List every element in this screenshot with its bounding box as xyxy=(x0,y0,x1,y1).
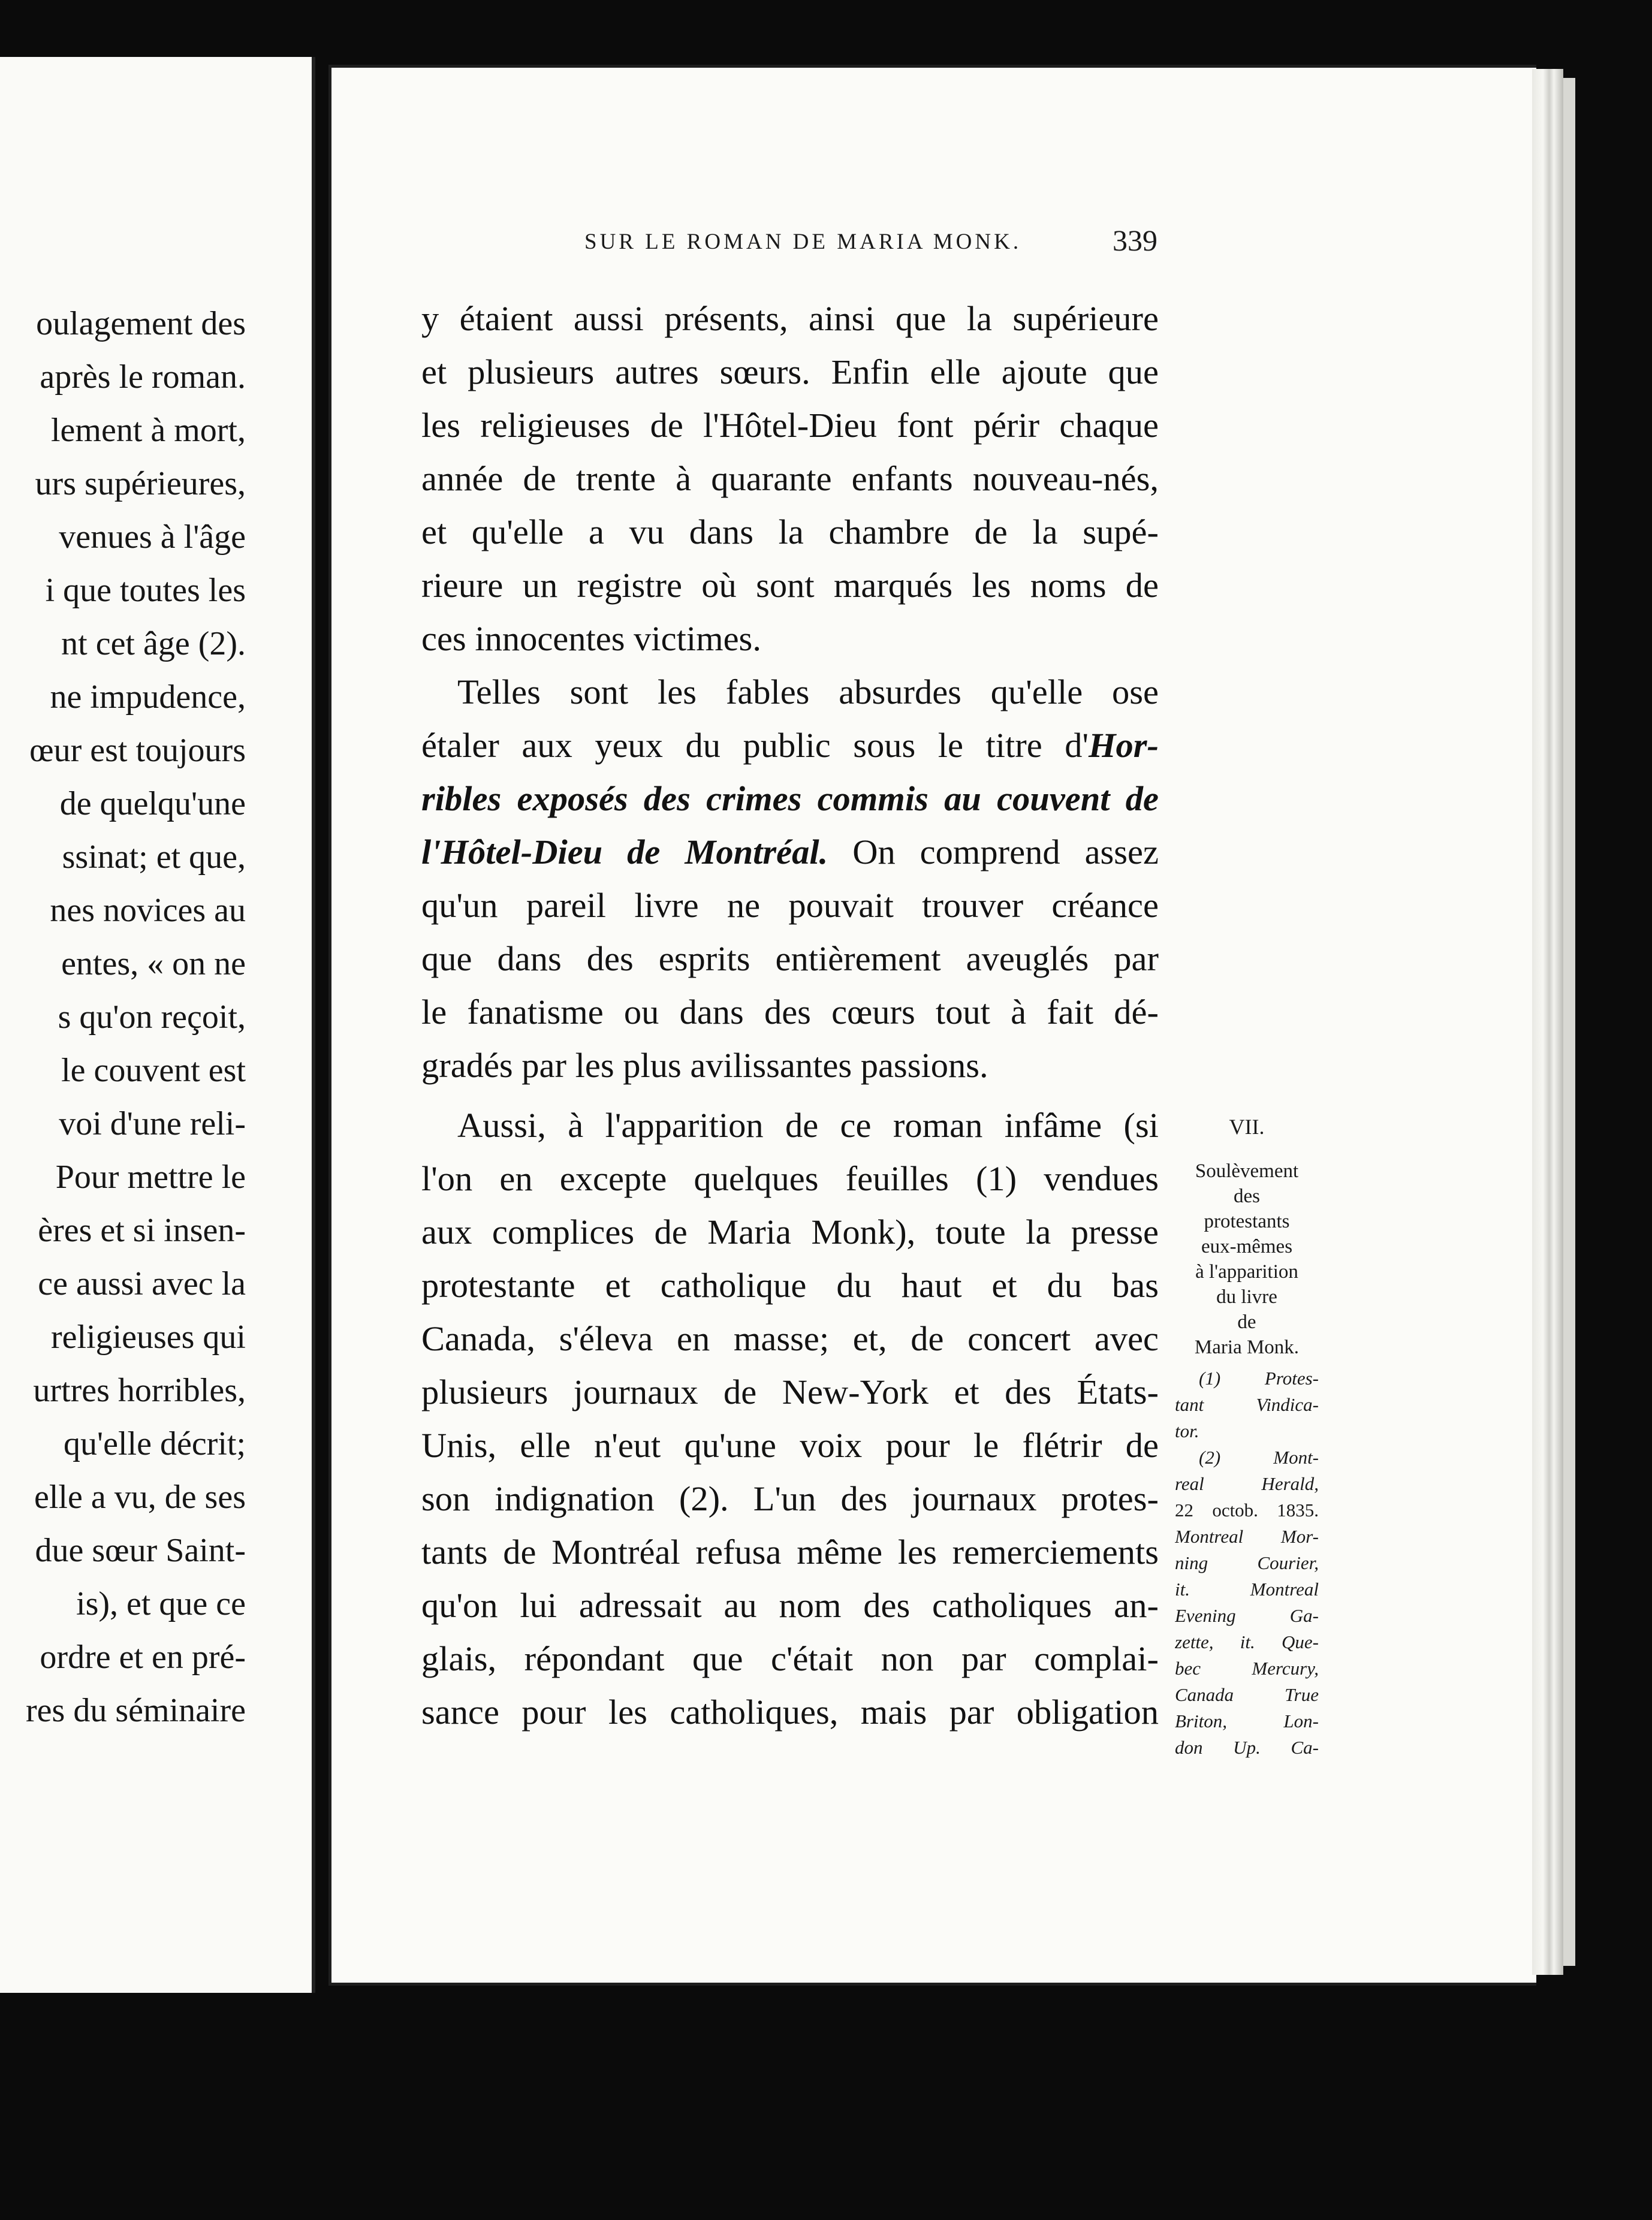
body-line: qu'on lui adressait au nom des catholiques an- xyxy=(421,1586,1159,1625)
left-page-line: nes novices au xyxy=(50,892,246,929)
body-line: glais, répondant que c'était non par complai- xyxy=(421,1639,1159,1678)
left-page-line: ères et si insen- xyxy=(38,1212,246,1249)
left-page-line: oulagement des xyxy=(36,305,246,342)
section-number: VII. xyxy=(1229,1115,1265,1139)
side-note-line: eux-mêmes xyxy=(1201,1236,1293,1257)
left-page-line: urtres horribles, xyxy=(33,1372,246,1409)
body-line: y étaient aussi présents, ainsi que la supérieure xyxy=(421,299,1159,338)
footnote-line: bec Mercury, xyxy=(1175,1658,1319,1679)
book-title-italic: ribles exposés des crimes commis au couvent de xyxy=(421,779,1159,818)
left-page-line: ne impudence, xyxy=(50,678,246,716)
body-line: l'on en excepte quelques feuilles (1) vendues xyxy=(421,1159,1159,1198)
left-page-line: res du séminaire xyxy=(26,1692,246,1729)
footnote-line: (2) Mont- xyxy=(1199,1447,1319,1468)
left-page-line: nt cet âge (2). xyxy=(61,625,246,662)
body-line xyxy=(421,828,1159,876)
page-stack-edge xyxy=(1532,69,1563,1975)
left-page-line: lement à mort, xyxy=(50,412,246,449)
facing-page-left xyxy=(0,57,315,1993)
page-number: 339 xyxy=(1113,224,1157,257)
body-line: et qu'elle a vu dans la chambre de la supé- xyxy=(421,512,1159,551)
body-line xyxy=(421,775,1159,823)
side-note-line: du livre xyxy=(1216,1286,1277,1308)
body-line: son indignation (2). L'un des journaux protes- xyxy=(421,1479,1159,1518)
body-line: Unis, elle n'eut qu'une voix pour le flétrir de xyxy=(421,1426,1159,1465)
side-note-line: Maria Monk. xyxy=(1194,1337,1300,1358)
body-line: sance pour les catholiques, mais par obligation xyxy=(421,1693,1159,1732)
body-line: aux complices de Maria Monk), toute la presse xyxy=(421,1212,1159,1251)
body-line: rieure un registre où sont marqués les noms de xyxy=(421,566,1159,605)
footnote-line: real Herald, xyxy=(1175,1473,1319,1494)
body-line: gradés par les plus avilissantes passions. xyxy=(421,1046,988,1085)
body-line: qu'un pareil livre ne pouvait trouver créance xyxy=(421,886,1159,925)
footnote-line: tor. xyxy=(1175,1420,1199,1441)
left-page-line: ssinat; et que, xyxy=(62,838,246,876)
body-line: Telles sont les fables absurdes qu'elle ose xyxy=(457,672,1159,711)
book-title-italic: l'Hôtel-Dieu de Montréal. xyxy=(421,832,828,871)
footnote-line: tant Vindica- xyxy=(1175,1394,1319,1415)
body-line: protestante et catholique du haut et du bas xyxy=(421,1266,1159,1305)
body-line: plusieurs journaux de New-York et des États- xyxy=(421,1373,1159,1411)
body-line: ces innocentes victimes. xyxy=(421,619,761,658)
footnote-line: 22 octob. 1835. xyxy=(1175,1500,1319,1521)
footnote-line: zette, it. Que- xyxy=(1175,1631,1319,1652)
left-page-line: de quelqu'une xyxy=(59,785,246,822)
side-note-line: Soulèvement xyxy=(1195,1160,1299,1182)
footnote-line: Canada True xyxy=(1175,1684,1319,1705)
footnote-line: don Up. Ca- xyxy=(1175,1737,1319,1758)
left-page-line: le couvent est xyxy=(61,1052,246,1089)
left-page-line: s qu'on reçoit, xyxy=(58,999,246,1036)
body-line: tants de Montréal refusa même les remerciements xyxy=(421,1533,1159,1572)
footnote-line: (1) Protes- xyxy=(1199,1368,1319,1389)
running-title: SUR LE ROMAN DE MARIA MONK. xyxy=(584,230,1022,254)
footnote-line: it. Montreal xyxy=(1175,1579,1319,1600)
body-line: le fanatisme ou dans des cœurs tout à fait dé- xyxy=(421,993,1159,1031)
left-page-line: religieuses qui xyxy=(50,1319,246,1356)
side-note-line: à l'apparition xyxy=(1195,1261,1298,1283)
left-page-line: venues à l'âge xyxy=(59,518,246,556)
body-line: que dans des esprits entièrement aveuglés par xyxy=(421,939,1159,978)
body-line: Canada, s'éleva en masse; et, de concert avec xyxy=(421,1319,1159,1358)
footnote-line: Evening Ga- xyxy=(1175,1605,1319,1626)
body-line: et plusieurs autres sœurs. Enfin elle ajoute que xyxy=(421,352,1159,391)
left-page-line: voi d'une reli- xyxy=(59,1105,246,1142)
footnote-line: Briton, Lon- xyxy=(1175,1711,1319,1732)
left-page-line: is), et que ce xyxy=(76,1585,246,1622)
left-page-line: entes, « on ne xyxy=(61,945,246,982)
body-line: les religieuses de l'Hôtel-Dieu font périr chaque xyxy=(421,406,1159,445)
left-page-line: qu'elle décrit; xyxy=(64,1425,246,1462)
footnote-line: ning Courier, xyxy=(1175,1552,1319,1573)
book-title-italic: Hor- xyxy=(1089,726,1159,765)
side-note-line: de xyxy=(1237,1311,1256,1333)
body-line: année de trente à quarante enfants nouveau-nés, xyxy=(421,459,1159,498)
body-line: Aussi, à l'apparition de ce roman infâme (si xyxy=(457,1106,1159,1145)
body-text: On comprend assez xyxy=(828,832,1159,871)
left-page-line: ordre et en pré- xyxy=(40,1639,246,1676)
left-page-line: après le roman. xyxy=(40,358,246,396)
footnote-line: Montreal Mor- xyxy=(1175,1526,1319,1547)
page-stack-edge-shadow xyxy=(1563,78,1575,1966)
left-page-line: œur est toujours xyxy=(29,732,246,769)
left-page-line: Pour mettre le xyxy=(55,1159,246,1196)
body-text: étaler aux yeux du public sous le titre d' xyxy=(421,726,1089,765)
left-page-line: i que toutes les xyxy=(45,572,246,609)
left-page-line: due sœur Saint- xyxy=(35,1532,246,1569)
side-note-line: protestants xyxy=(1204,1211,1290,1232)
left-page-line: ce aussi avec la xyxy=(38,1265,246,1302)
left-page-line: elle a vu, de ses xyxy=(34,1479,246,1516)
left-page-line: urs supérieures, xyxy=(35,465,246,502)
side-note-line: des xyxy=(1234,1186,1260,1207)
body-line xyxy=(421,722,1159,770)
